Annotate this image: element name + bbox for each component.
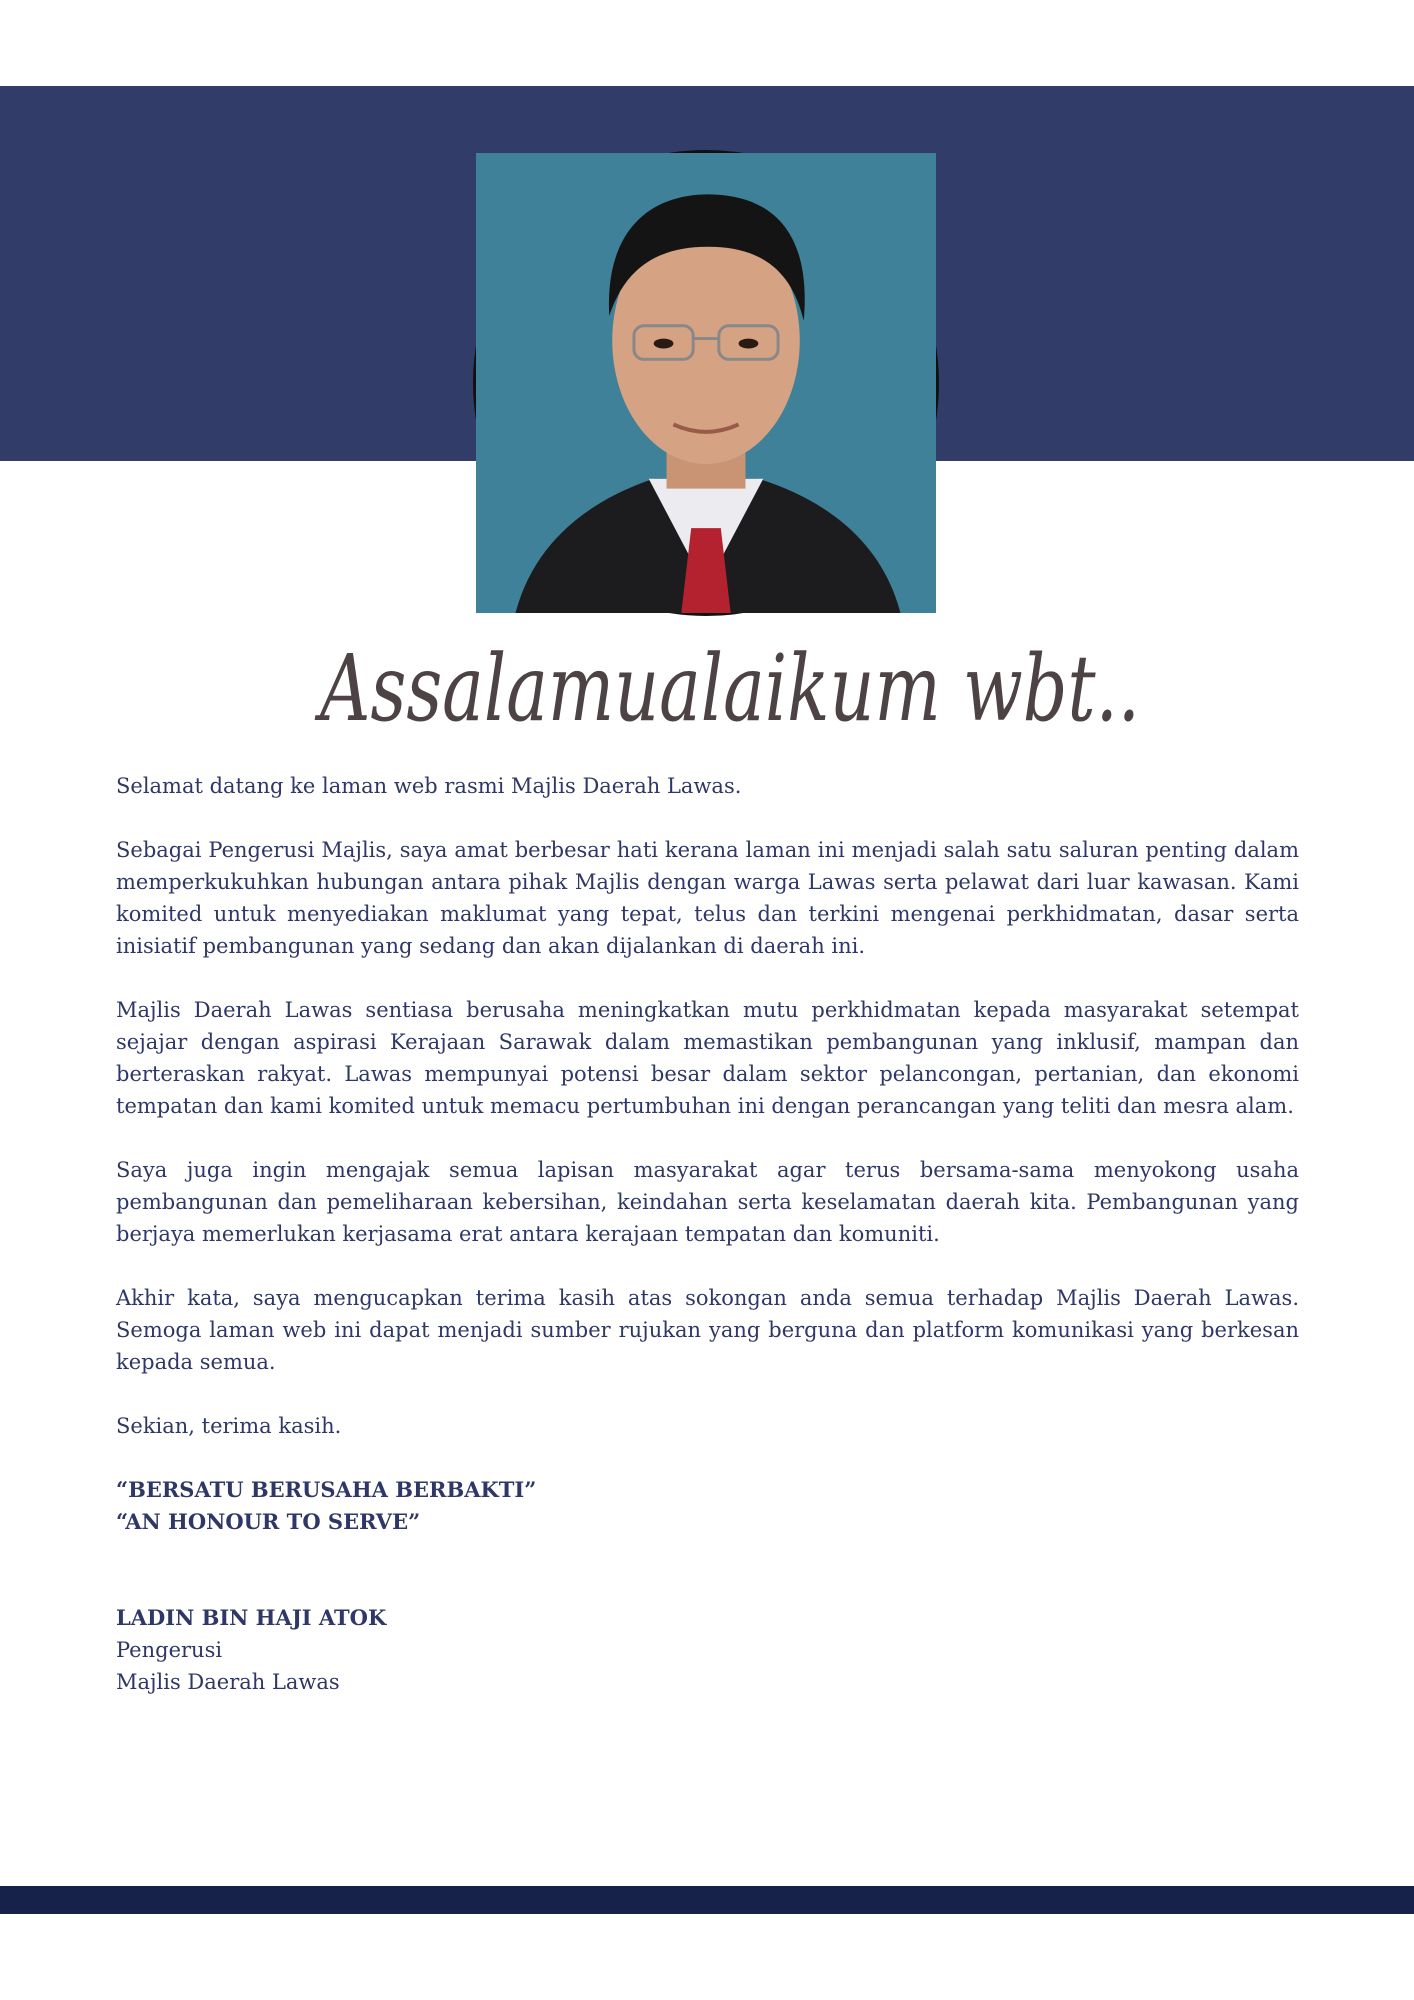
signatory-title: Pengerusi — [116, 1638, 223, 1662]
signatory-organization: Majlis Daerah Lawas — [116, 1670, 340, 1694]
paragraph-welcome: Selamat datang ke laman web rasmi Majlis Daerah Lawas. — [116, 774, 742, 798]
paragraph-farewell: Sekian, terima kasih. — [116, 1414, 342, 1438]
motto — [116, 1474, 1299, 1538]
signatory-name: LADIN BIN HAJI ATOK — [116, 1605, 387, 1630]
paragraph-service: Majlis Daerah Lawas sentiasa berusaha meningkatkan mutu perkhidmatan kepada masyarakat setempat sejajar dengan aspirasi Kerajaan Sarawak dalam memastikan pembangunan yang inklusif, mampan dan berteraskan rakyat. Lawas mempunyai potensi besar dalam sektor pelancongan, pertanian, dan ekonomi tempatan dan kami komited untuk memacu pertumbuhan ini dengan perancangan yang teliti dan mesra alam. — [116, 998, 1299, 1118]
motto-english: “AN HONOUR TO SERVE” — [116, 1509, 421, 1534]
paragraph-invitation: Saya juga ingin mengajak semua lapisan masyarakat agar terus bersama-sama menyokong usaha pembangunan dan pemeliharaan kebersihan, keindahan serta keselamatan daerah kita. Pembangunan yang berjaya memerlukan kerjasama erat antara kerajaan tempatan dan komuniti. — [116, 1158, 1299, 1246]
greeting-script — [300, 610, 1160, 780]
signature-block — [116, 1602, 1299, 1698]
paragraph-intro: Sebagai Pengerusi Majlis, saya amat berbesar hati kerana laman ini menjadi salah satu saluran penting dalam memperkukuhkan hubungan antara pihak Majlis dengan warga Lawas serta pelawat dari luar kawasan. Kami komited untuk menyediakan maklumat yang tepat, telus dan terkini mengenai perkhidmatan, dasar serta inisiatif pembangunan yang sedang dan akan dijalankan di daerah ini. — [116, 838, 1299, 958]
chairman-portrait — [473, 150, 939, 616]
footer-band — [0, 1886, 1414, 1914]
welcome-letter — [116, 770, 1299, 1698]
motto-malay: “BERSATU BERUSAHA BERBAKTI” — [116, 1477, 537, 1502]
greeting-text: Assalamualaikum wbt.. — [313, 635, 1141, 742]
paragraph-closing: Akhir kata, saya mengucapkan terima kasih atas sokongan anda semua terhadap Majlis Daerah Lawas. Semoga laman web ini dapat menjadi sumber rujukan yang berguna dan platform komunikasi yang berkesan kepada semua. — [116, 1286, 1299, 1374]
